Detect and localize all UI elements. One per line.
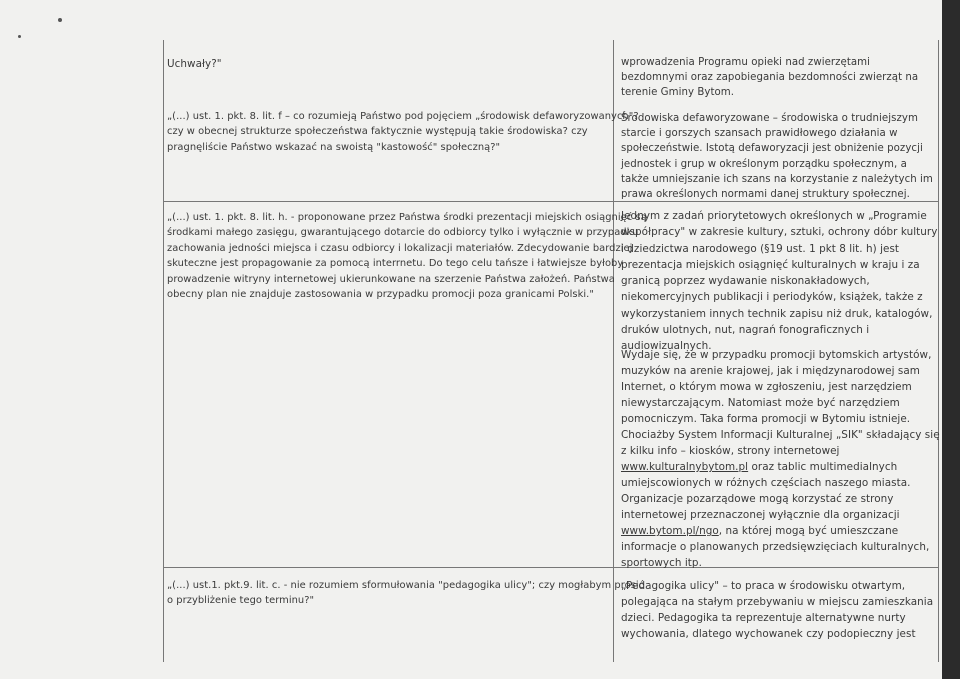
link-kulturalnybytom[interactable]: www.kulturalnybytom.pl <box>621 461 749 473</box>
left-cell-1: Uchwały?" <box>167 58 222 70</box>
left-cell-2: „(...) ust. 1. pkt. 8. lit. f – co rozumieją Państwo pod pojęciem „środowisk defaworyzowanych"? czy w obecnej strukturze społeczeństwa faktycznie występują takie środowiska? czy pragnęliście Państwo wskazać na swoistą "kastowość" społeczną?" <box>167 111 639 153</box>
scan-dot <box>58 18 62 22</box>
left-cell-3: „(...) ust. 1. pkt. 8. lit. h. - proponowane przez Państwa środki prezentacji miejskich osiągnięć są środkami małego zasięgu, gwarantującego dotarcie do odbiorcy tylko i wyłącznie w przypadku zachowania jedności miejsca i czasu odbiorcy i lokalizacji materiałów. Zdecydowanie bardziej skuteczne jest propagowanie za pomocą interrnetu. Do tego celu tańsze i łatwiejsze byłoby prowadzenie witryny internetowej ukierunkowane na szerzenie Państwa założeń. Państwa obecny plan nie znajduje zastosowania w przypadku promocji poza granicami Polski." <box>167 212 647 301</box>
left-cell-4: „(...) ust.1. pkt.9. lit. c. - nie rozumiem sformułowania "pedagogika ulicy"; czy mogłabym prosić o przybliżenie tego terminu?" <box>167 580 645 607</box>
right-cell-2: Środowiska defaworyzowane – środowiska o trudniejszym starcie i gorszych szansach prawidłowego działania w społeczeństwie. Istotą defaworyzacji jest obniżenie pozycji jednostek i grup w określonym porządku społecznym, a także umniejszanie ich szans na korzystanie z należytych im prawa określonych normami danej struktury społecznej. <box>621 113 933 201</box>
right-cell-3b-text: , na której mogą być umieszczane informacje o planowanych przedsięwzięciach kulturalnych, sportowych itp. <box>621 525 930 569</box>
right-cell-4: „Pedagogika ulicy" – to praca w środowisku otwartym, polegająca na stałym przebywaniu w miejscu zamieszkania dzieci. Pedagogika ta reprezentuje alternatywne nurty wychowania, dlatego wychowanek czy podopieczny jest <box>621 580 934 640</box>
scan-edge <box>942 0 960 679</box>
table-border-left <box>163 40 164 662</box>
link-bytom-ngo[interactable]: www.bytom.pl/ngo <box>621 525 719 537</box>
scan-dot <box>18 35 21 38</box>
right-cell-3a: Jednym z zadań priorytetowych określonych w „Programie współpracy" w zakresie kultury, sztuki, ochrony dóbr kultury i dziedzictwa narodowego (§19 ust. 1 pkt 8 lit. h) jest prezentacja miejskich osiągnięć kulturalnych w kraju i za granicą poprzez wydawanie niskonakładowych, niekomercyjnych publikacji i periodyków, książek, także z wykorzystaniem innych technik zapisu niż druk, katalogów, druków ulotnych, nut, nagrań fonograficznych i audiowizualnych. <box>621 210 938 353</box>
right-cell-1: wprowadzenia Programu opieki nad zwierzętami bezdomnymi oraz zapobiegania bezdomności zwierząt na terenie Gminy Bytom. <box>621 57 919 99</box>
right-cell-3b-text: Wydaje się, że w przypadku promocji bytomskich artystów, muzyków na arenie krajowej, jak i międzynarodowej sam Internet, o którym mowa w zgłoszeniu, jest narzędziem niewystarczającym. Natomiast może być narzędziem pomocniczym. Taka forma promocji w Bytomiu istnieje. Chociażby System Informacji Kulturalnej „SIK" składający się z kilku info – kiosków, strony internetowej <box>621 349 940 457</box>
right-cell-3b <box>621 347 940 571</box>
right-cell-3b-text: oraz tablic multimedialnych umiejscowionych w różnych częściach naszego miasta. Organizacje pozarządowe mogą korzystać ze strony internetowej przeznaczonej wyłącznie dla organizacji <box>621 461 911 521</box>
